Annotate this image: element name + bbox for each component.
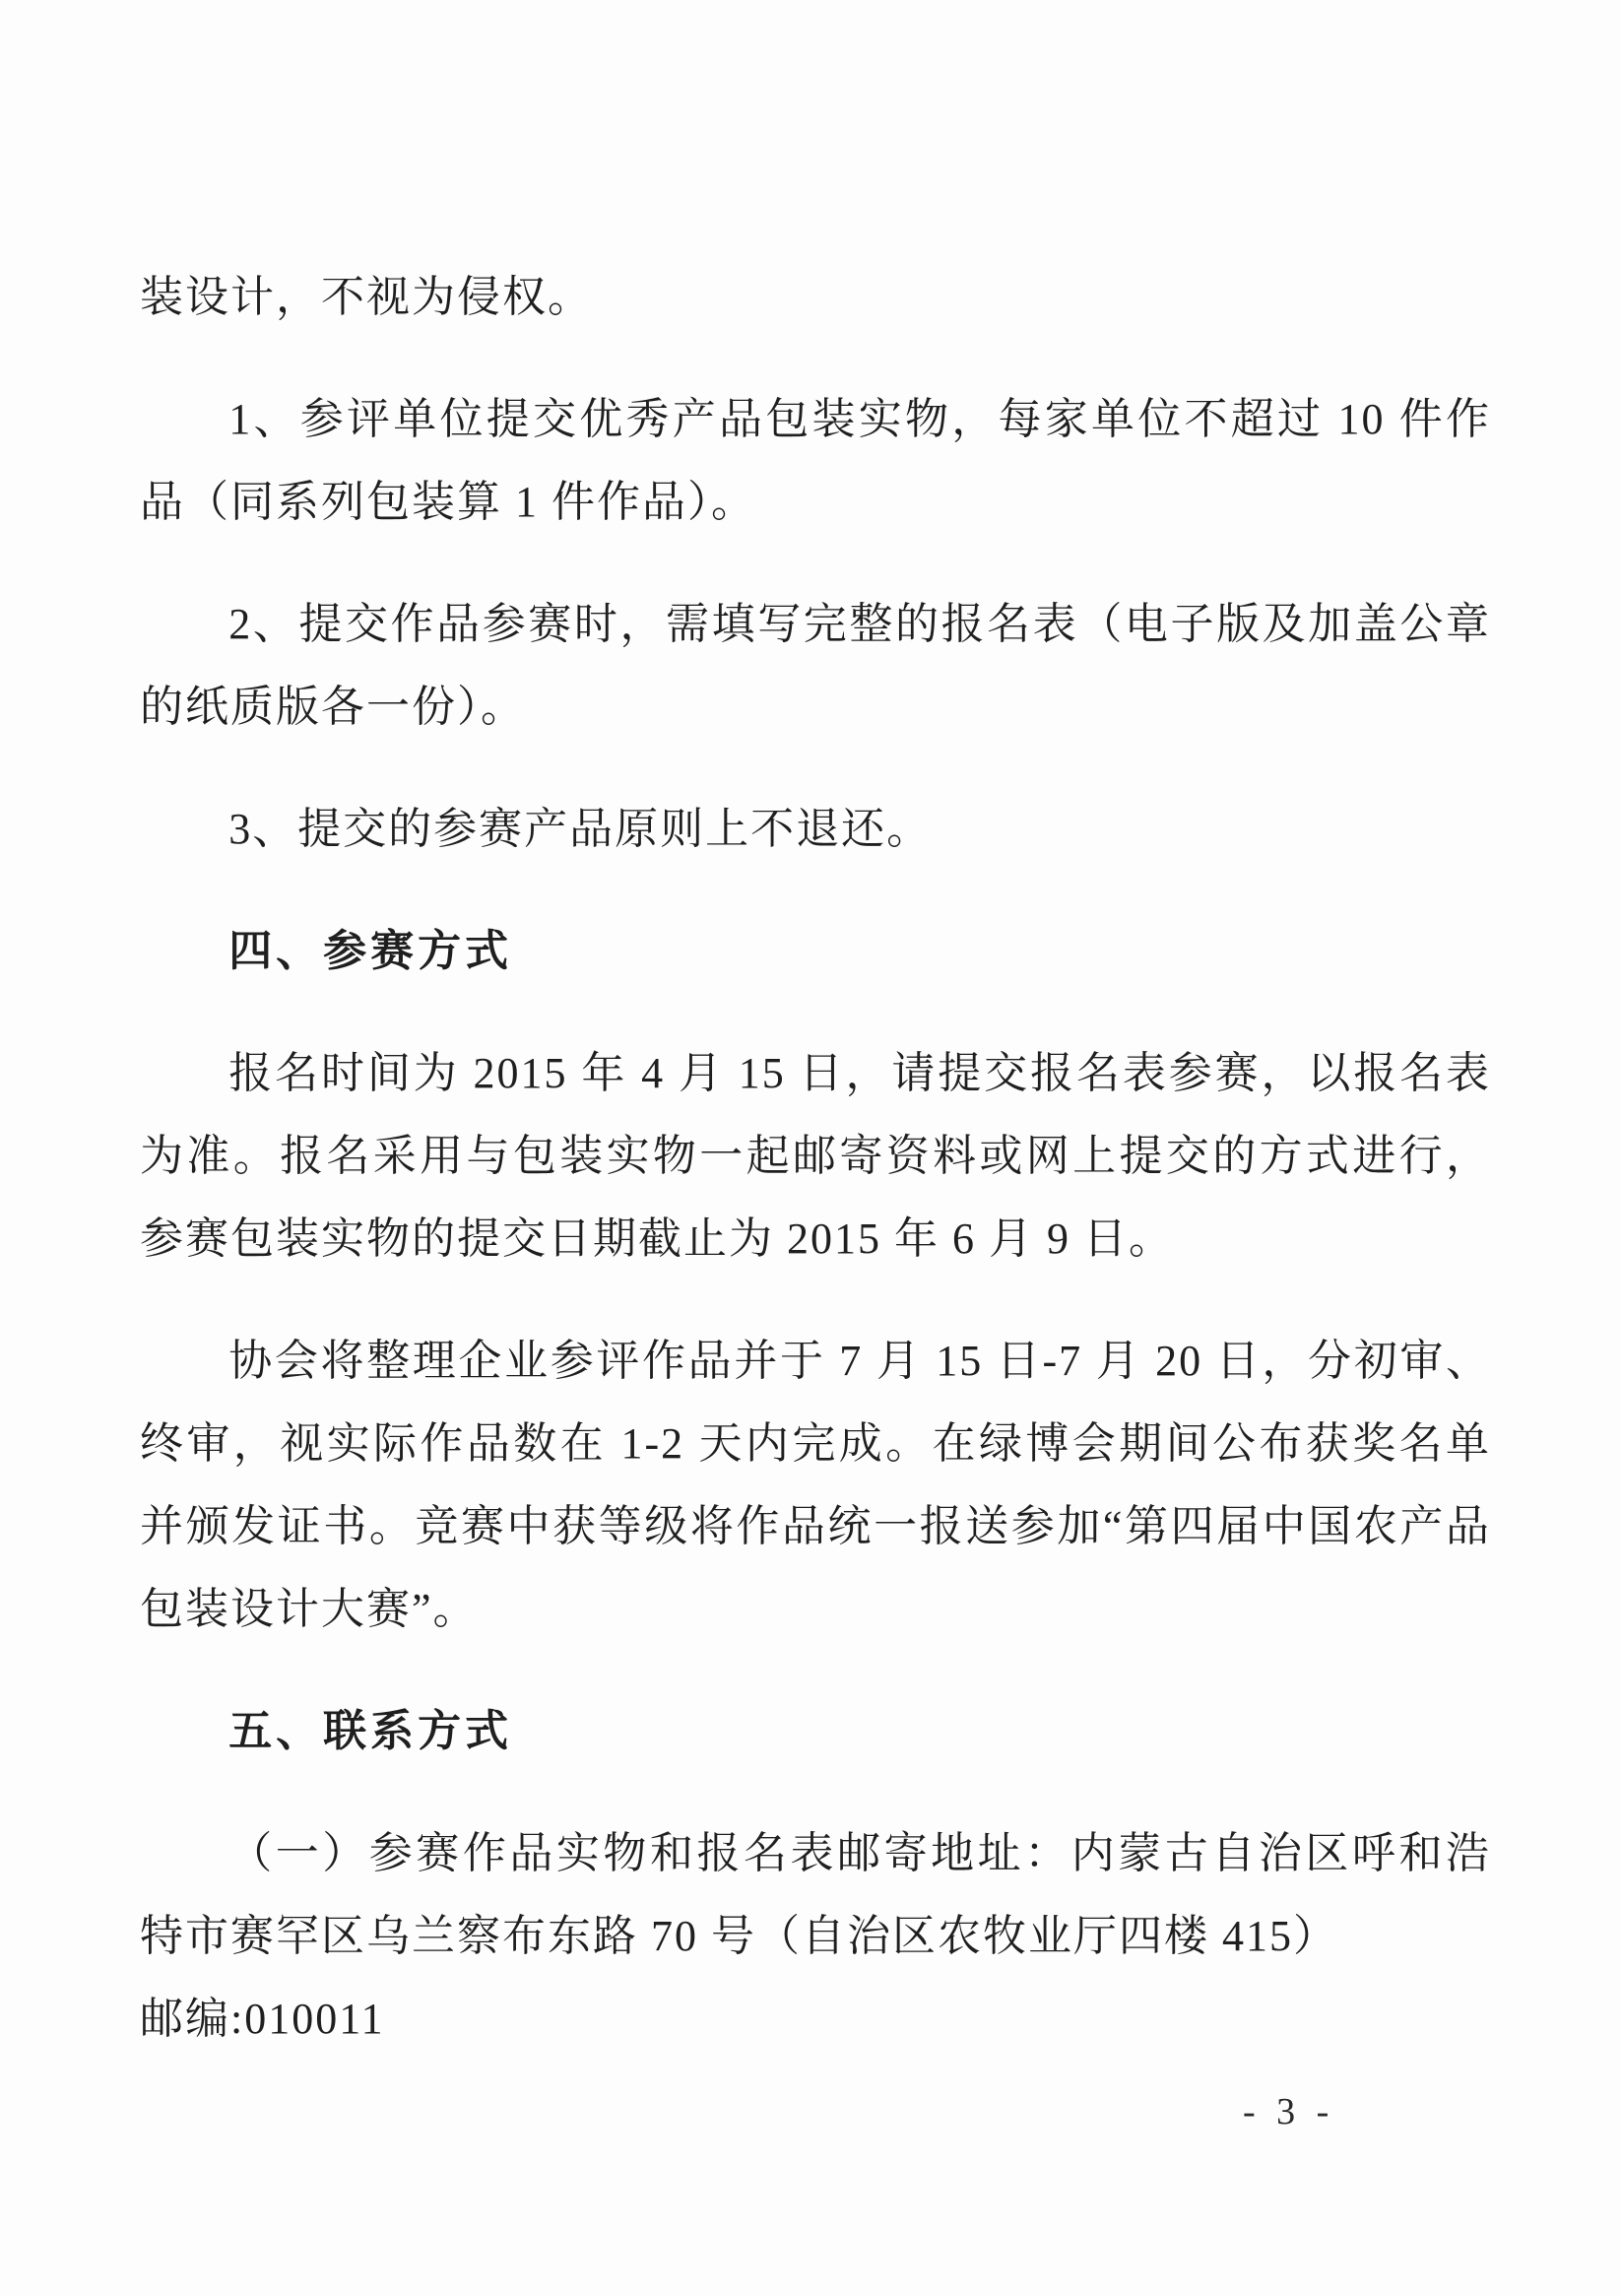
section-heading-entry-method: 四、参赛方式 (228, 927, 513, 975)
list-item-3: 3、提交的参赛产品原则上不退还。 (228, 805, 933, 853)
list-item-1: 1、参评单位提交优秀产品包装实物，每家单位不超过 10 件作品（同系列包装算 1 件作品）。 (140, 395, 1491, 526)
document-body (140, 256, 1491, 2061)
paragraph-mailing-address: （一）参赛作品实物和报名表邮寄地址：内蒙古自治区呼和浩特市赛罕区乌兰察布东路 70 号（自治区农牧业厅四楼 415） (140, 1829, 1491, 1960)
list-item-2: 2、提交作品参赛时，需填写完整的报名表（电子版及加盖公章的纸质版各一份）。 (140, 600, 1491, 731)
paragraph-registration: 报名时间为 2015 年 4 月 15 日，请提交报名表参赛，以报名表为准。报名采用与包装实物一起邮寄资料或网上提交的方式进行，参赛包装实物的提交日期截止为 2015 年 6 月 9 日。 (140, 1049, 1491, 1263)
paragraph-review-process: 协会将整理企业参评作品并于 7 月 15 日-7 月 20 日，分初审、终审，视实际作品数在 1-2 天内完成。在绿博会期间公布获奖名单并颁发证书。竞赛中获等级将作品统一报送参加“第四届中国农产品包装设计大赛”。 (140, 1337, 1491, 1633)
paragraph-postal-code: 邮编:010011 (140, 1995, 385, 2043)
paragraph-continuation: 装设计，不视为侵权。 (140, 273, 593, 321)
page-number: - 3 - (1243, 2091, 1335, 2132)
section-heading-contact: 五、联系方式 (228, 1707, 513, 1755)
